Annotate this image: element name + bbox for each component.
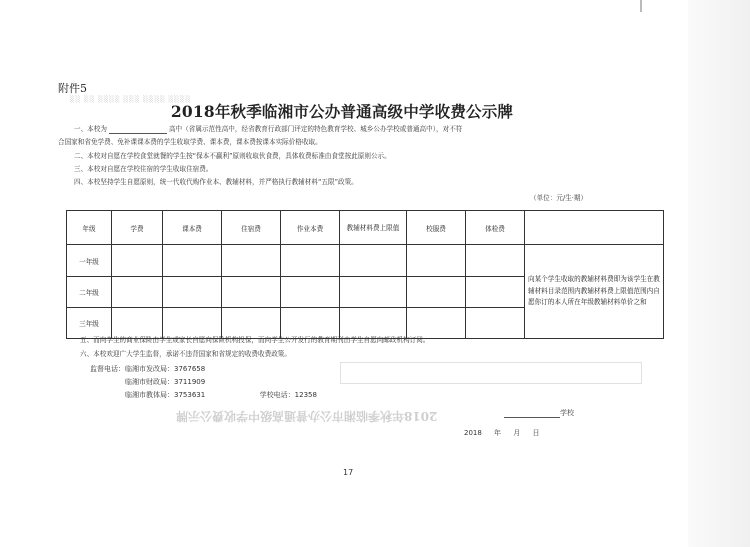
phone-line-1 <box>90 364 205 374</box>
cell <box>340 308 407 339</box>
header-grade: 年级 <box>67 211 112 245</box>
unit-note: （单位：元/生·期） <box>530 194 588 202</box>
header-textbook: 课本费 <box>163 211 222 245</box>
scan-edge-shadow <box>688 0 750 547</box>
cell <box>466 308 525 339</box>
header-lodging: 住宿费 <box>222 211 281 245</box>
tutorial-fee-note: 向某个学生收取的教辅材料费即为该学生在教辅材料目录范围内教辅材料费上限值范围内自愿你订的本人所在年级教辅材料单价之和 <box>525 245 664 339</box>
cell <box>112 308 163 339</box>
sign-date: 2018 年 月 日 <box>464 429 540 437</box>
bleed-through-text: ░░ ░░ ░░░░ ░░░ ░░░░ ░░░░ <box>70 96 192 103</box>
cell <box>407 245 466 277</box>
school-phone-number: 12358 <box>294 391 317 399</box>
bottom-line-5: 五、而向学生的商业保险由学生或家长自愿向保险机构投保，而向学生公开发行的教育期刊由学生自愿向邮政机构订阅。 <box>80 336 430 344</box>
intro-line-5: 四、本校坚持学生自愿原则，统一代收代购作业本、教辅材料，并严格执行教辅材料“五限”政策。 <box>74 178 358 186</box>
cell <box>466 245 525 277</box>
cell <box>407 277 466 308</box>
school-phone-label: 学校电话： <box>259 391 295 399</box>
phone-name: 临湘市教体局： <box>125 391 174 399</box>
school-signature-blank <box>504 410 560 418</box>
page-title: 2018年秋季临湘市公办普通高级中学收费公示牌 <box>170 102 514 121</box>
phone-number: 3711909 <box>174 378 206 386</box>
cell <box>466 277 525 308</box>
phone-label: 监督电话： <box>90 365 125 373</box>
annex-label: 附件5 <box>58 82 87 95</box>
cell <box>222 308 281 339</box>
bleed-through-mirrored-title: 2018年秋季临湘市公办普通高级中学收费公示牌 <box>176 409 438 423</box>
table-row <box>67 245 664 277</box>
phone-name: 临湘市财政局： <box>125 378 174 386</box>
header-checkup: 体检费 <box>466 211 525 245</box>
header-tuition: 学费 <box>112 211 163 245</box>
header-uniform: 校服费 <box>407 211 466 245</box>
cell <box>163 308 222 339</box>
phone-line-3 <box>125 390 317 400</box>
cell <box>407 308 466 339</box>
cell <box>112 245 163 277</box>
cell <box>281 308 340 339</box>
grade-1-label: 一年级 <box>67 245 112 277</box>
cell <box>163 245 222 277</box>
bleed-through-box <box>340 362 642 384</box>
intro-line-1: 一、本校为 高中（省属示范性高中，经省教育行政部门评定的特色教育学校、城乡公办学校或普通高中），对不符 <box>74 125 463 133</box>
intro-line-3: 二、本校对自愿在学校食堂就餐的学生按“保本不赢利”原则收取伙食费，具体收费标准由食堂按此原则公示。 <box>74 152 391 160</box>
intro-line-2: 合国家和省免学费、免补课课本费的学生收取学费、课本费，课本费按课本实际价格收取。 <box>58 138 322 146</box>
cell <box>222 277 281 308</box>
header-note-blank <box>525 211 664 245</box>
cell <box>163 277 222 308</box>
fee-table <box>66 210 664 339</box>
school-suffix: 学校 <box>560 409 574 417</box>
intro-line-4: 三、本校对自愿在学校住宿的学生收取住宿费。 <box>74 165 213 173</box>
phone-number: 3767658 <box>174 365 206 373</box>
header-tutorial-cap: 教辅材料费上限值 <box>340 211 407 245</box>
scan-top-mark <box>640 0 642 12</box>
table-header-row <box>67 211 664 245</box>
bottom-line-6: 六、本校欢迎广大学生监督，承诺不违背国家和省规定的收费收费政策。 <box>80 350 291 358</box>
grade-3-label: 三年级 <box>67 308 112 339</box>
cell <box>222 245 281 277</box>
page-number: 17 <box>343 468 354 477</box>
phone-name: 临湘市发改局： <box>125 365 174 373</box>
cell <box>340 245 407 277</box>
cell <box>340 277 407 308</box>
school-signature <box>504 408 574 418</box>
cell <box>281 277 340 308</box>
school-name-blank <box>109 126 167 134</box>
grade-2-label: 二年级 <box>67 277 112 308</box>
header-exercise-book: 作业本费 <box>281 211 340 245</box>
cell <box>112 277 163 308</box>
phone-number: 3753631 <box>174 391 206 399</box>
phone-line-2 <box>125 377 205 387</box>
cell <box>281 245 340 277</box>
